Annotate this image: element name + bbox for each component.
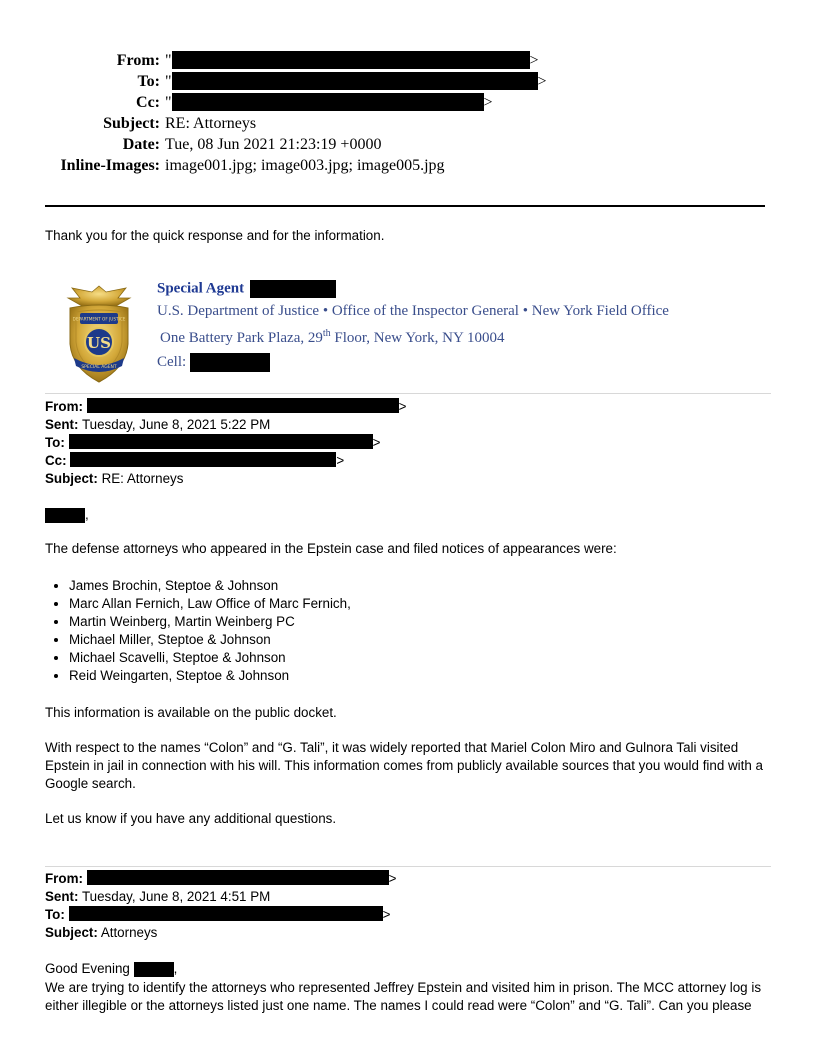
message2-sent: Sent: Tuesday, June 8, 2021 4:51 PM bbox=[45, 889, 271, 904]
header-to-row bbox=[0, 73, 816, 94]
redaction-box bbox=[172, 72, 538, 90]
header-divider bbox=[45, 205, 765, 207]
redaction-box bbox=[45, 508, 85, 523]
redaction-box bbox=[172, 93, 484, 111]
signature-address: One Battery Park Plaza, 29th Floor, New York, NY 10004 bbox=[160, 328, 505, 346]
header-cc-row bbox=[0, 94, 816, 115]
header-to-label: To: bbox=[137, 73, 160, 90]
message1-respect: With respect to the names “Colon” and “G. Tali”, it was widely reported that Mariel Colon Miro and Gulnora Tali visited Epstein in jail in connection with his will. This information comes from publicly available sources that you would find with a Google search. bbox=[45, 740, 763, 791]
list-item: • Reid Weingarten, Steptoe & Johnson bbox=[69, 667, 351, 685]
attorney-list bbox=[45, 577, 351, 685]
message1-header bbox=[45, 398, 407, 488]
redaction-box bbox=[190, 353, 270, 372]
message-divider bbox=[45, 866, 771, 867]
message-divider bbox=[45, 393, 771, 394]
header-date-row bbox=[0, 136, 816, 157]
list-item: • Michael Miller, Steptoe & Johnson bbox=[69, 631, 351, 649]
redaction-box bbox=[87, 398, 399, 413]
special-agent-badge-icon bbox=[60, 282, 138, 386]
redaction-box bbox=[134, 962, 174, 977]
email-header bbox=[0, 52, 816, 178]
redaction-box bbox=[250, 280, 336, 298]
message2-header bbox=[45, 870, 397, 942]
header-from-value: " > bbox=[165, 52, 539, 69]
reply-text: Thank you for the quick response and for the information. bbox=[45, 228, 385, 243]
message2-to: To: > bbox=[45, 907, 391, 922]
header-cc-value: " > bbox=[165, 94, 493, 111]
svg-text:US: US bbox=[87, 334, 111, 352]
header-images-value: image001.jpg; image003.jpg; image005.jpg bbox=[165, 157, 445, 174]
list-item: • Marc Allan Fernich, Law Office of Marc Fernich, bbox=[69, 595, 351, 613]
header-cc-label: Cc: bbox=[136, 94, 160, 111]
message2-subject: Subject: Attorneys bbox=[45, 925, 158, 940]
header-images-label: Inline-Images: bbox=[60, 157, 160, 174]
svg-text:SPECIAL AGENT: SPECIAL AGENT bbox=[81, 365, 117, 370]
list-item: • James Brochin, Steptoe & Johnson bbox=[69, 577, 351, 595]
message2-greeting: Good Evening , bbox=[45, 961, 178, 976]
message1-from: From: > bbox=[45, 399, 407, 414]
header-subject-row bbox=[0, 115, 816, 136]
redaction-box bbox=[69, 434, 373, 449]
message1-cc: Cc: > bbox=[45, 453, 345, 468]
message1-greeting: , bbox=[45, 507, 89, 523]
message1-closing: Let us know if you have any additional questions. bbox=[45, 811, 337, 826]
header-subject-value: RE: Attorneys bbox=[165, 115, 257, 132]
signature-department: U.S. Department of Justice • Office of the Inspector General • New York Field Office bbox=[157, 303, 669, 319]
message2-from: From: > bbox=[45, 871, 397, 886]
redaction-box bbox=[87, 870, 389, 885]
header-from-row bbox=[0, 52, 816, 73]
redaction-box bbox=[70, 452, 336, 467]
message1-sent: Sent: Tuesday, June 8, 2021 5:22 PM bbox=[45, 417, 271, 432]
message1-docket: This information is available on the public docket. bbox=[45, 705, 337, 720]
header-images-row bbox=[0, 157, 816, 178]
signature-cell: Cell: bbox=[157, 353, 270, 372]
message1-intro: The defense attorneys who appeared in the Epstein case and filed notices of appearances were: bbox=[45, 541, 617, 556]
header-date-value: Tue, 08 Jun 2021 21:23:19 +0000 bbox=[165, 136, 382, 153]
list-item: • Martin Weinberg, Martin Weinberg PC bbox=[69, 613, 351, 631]
signature-title: Special Agent bbox=[157, 280, 336, 298]
list-item: • Michael Scavelli, Steptoe & Johnson bbox=[69, 649, 351, 667]
redaction-box bbox=[172, 51, 530, 69]
svg-text:DEPARTMENT OF JUSTICE: DEPARTMENT OF JUSTICE bbox=[72, 316, 126, 322]
header-from-label: From: bbox=[116, 52, 160, 69]
message1-to: To: > bbox=[45, 435, 381, 450]
redaction-box bbox=[69, 906, 383, 921]
message2-body: We are trying to identify the attorneys who represented Jeffrey Epstein and visited him in prison. The MCC attorney log is either illegible or the attorneys listed just one name. The names I could read were “Colon” and “G. Tali”. Can you please bbox=[45, 980, 762, 1013]
header-date-label: Date: bbox=[122, 136, 160, 153]
header-to-value: " > bbox=[165, 73, 547, 90]
message1-subject: Subject: RE: Attorneys bbox=[45, 471, 184, 486]
header-subject-label: Subject: bbox=[103, 115, 160, 132]
